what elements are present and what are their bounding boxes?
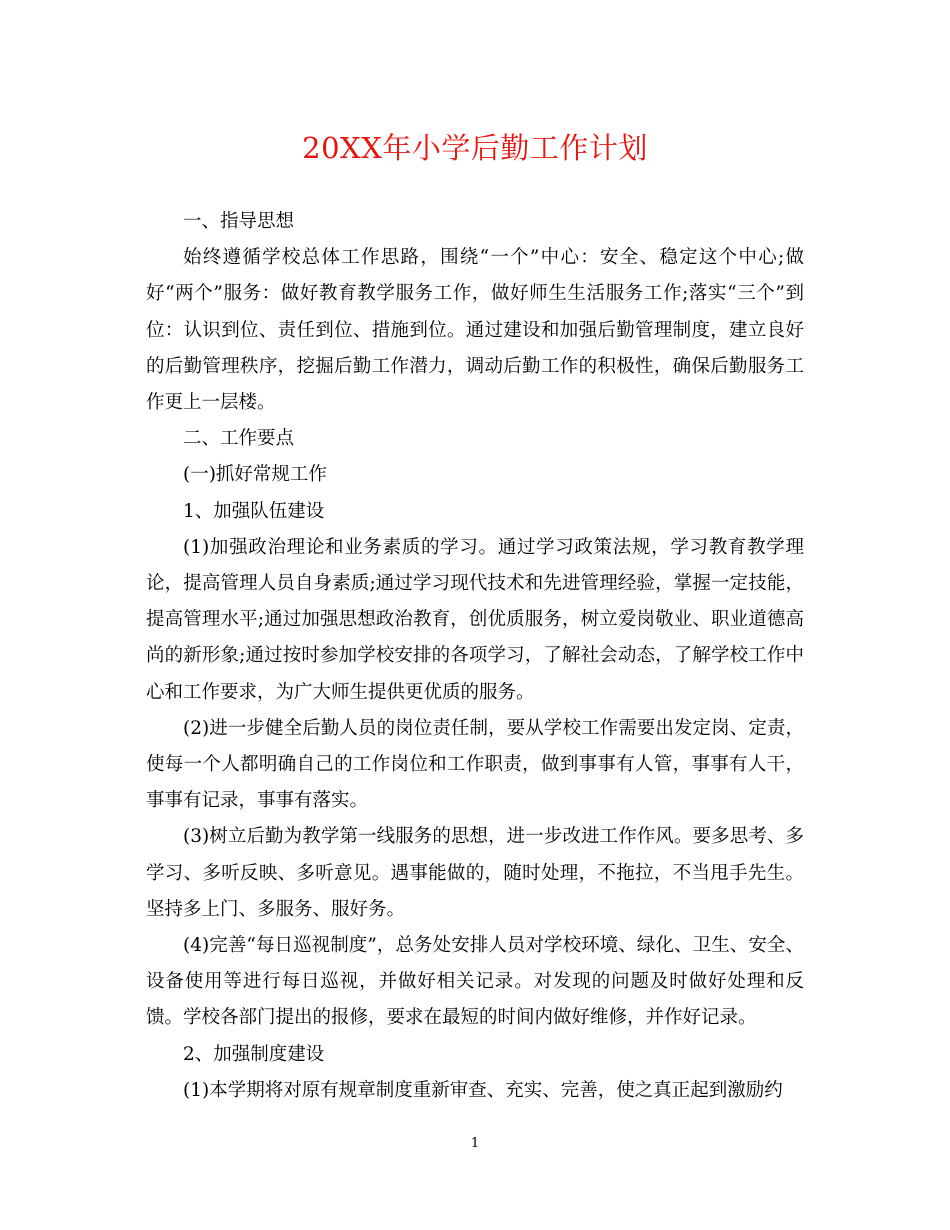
- paragraph-item-4: (4)完善“每日巡视制度”，总务处安排人员对学校环境、绿化、卫生、安全、设备使用等进行每日巡视，并做好相关记录。对发现的问题及时做好处理和反馈。学校各部门提出的报修，要求在最短的时间内做好维修，并作好记录。: [146, 935, 804, 1029]
- page-number: 1: [470, 1136, 480, 1151]
- section-heading-work-points: 二、工作要点: [183, 428, 295, 450]
- document-body: [146, 204, 804, 1109]
- item-heading-team-building: 1、加强队伍建设: [183, 500, 325, 522]
- subsection-heading-routine-work: (一)抓好常规工作: [183, 464, 327, 486]
- paragraph-system-item-1: (1)本学期将对原有规章制度重新审查、充实、完善，使之真正起到激励约: [183, 1079, 783, 1101]
- item-heading-system-building: 2、加强制度建设: [183, 1043, 325, 1065]
- page-title: 20XX年小学后勤工作计划: [302, 131, 648, 165]
- paragraph-guiding-ideology: 始终遵循学校总体工作思路，围绕“一个”中心：安全、稳定这个中心;做好“两个”服务：做好教育教学服务工作，做好师生生活服务工作;落实“三个”到位：认识到位、责任到位、措施到位。通过建设和加强后勤管理制度，建立良好的后勤管理秩序，挖掘后勤工作潜力，调动后勤工作的积极性，确保后勤服务工作更上一层楼。: [146, 247, 804, 414]
- paragraph-item-3: (3)树立后勤为教学第一线服务的思想，进一步改进工作作风。要多思考、多学习、多听反映、多听意见。遇事能做的，随时处理，不拖拉，不当甩手先生。坚持多上门、多服务、服好务。: [146, 826, 804, 920]
- paragraph-item-2: (2)进一步健全后勤人员的岗位责任制，要从学校工作需要出发定岗、定责，使每一个人都明确自己的工作岗位和工作职责，做到事事有人管，事事有人干，事事有记录，事事有落实。: [146, 717, 804, 812]
- paragraph-item-1: (1)加强政治理论和业务素质的学习。通过学习政策法规，学习教育教学理论，提高管理人员自身素质;通过学习现代技术和先进管理经验，掌握一定技能，提高管理水平;通过加强思想政治教育，创优质服务，树立爱岗敬业、职业道德高尚的新形象;通过按时参加学校安排的各项学习，了解社会动态，了解学校工作中心和工作要求，为广大师生提供更优质的服务。: [146, 536, 804, 703]
- section-heading-guiding-ideology: 一、指导思想: [183, 211, 295, 232]
